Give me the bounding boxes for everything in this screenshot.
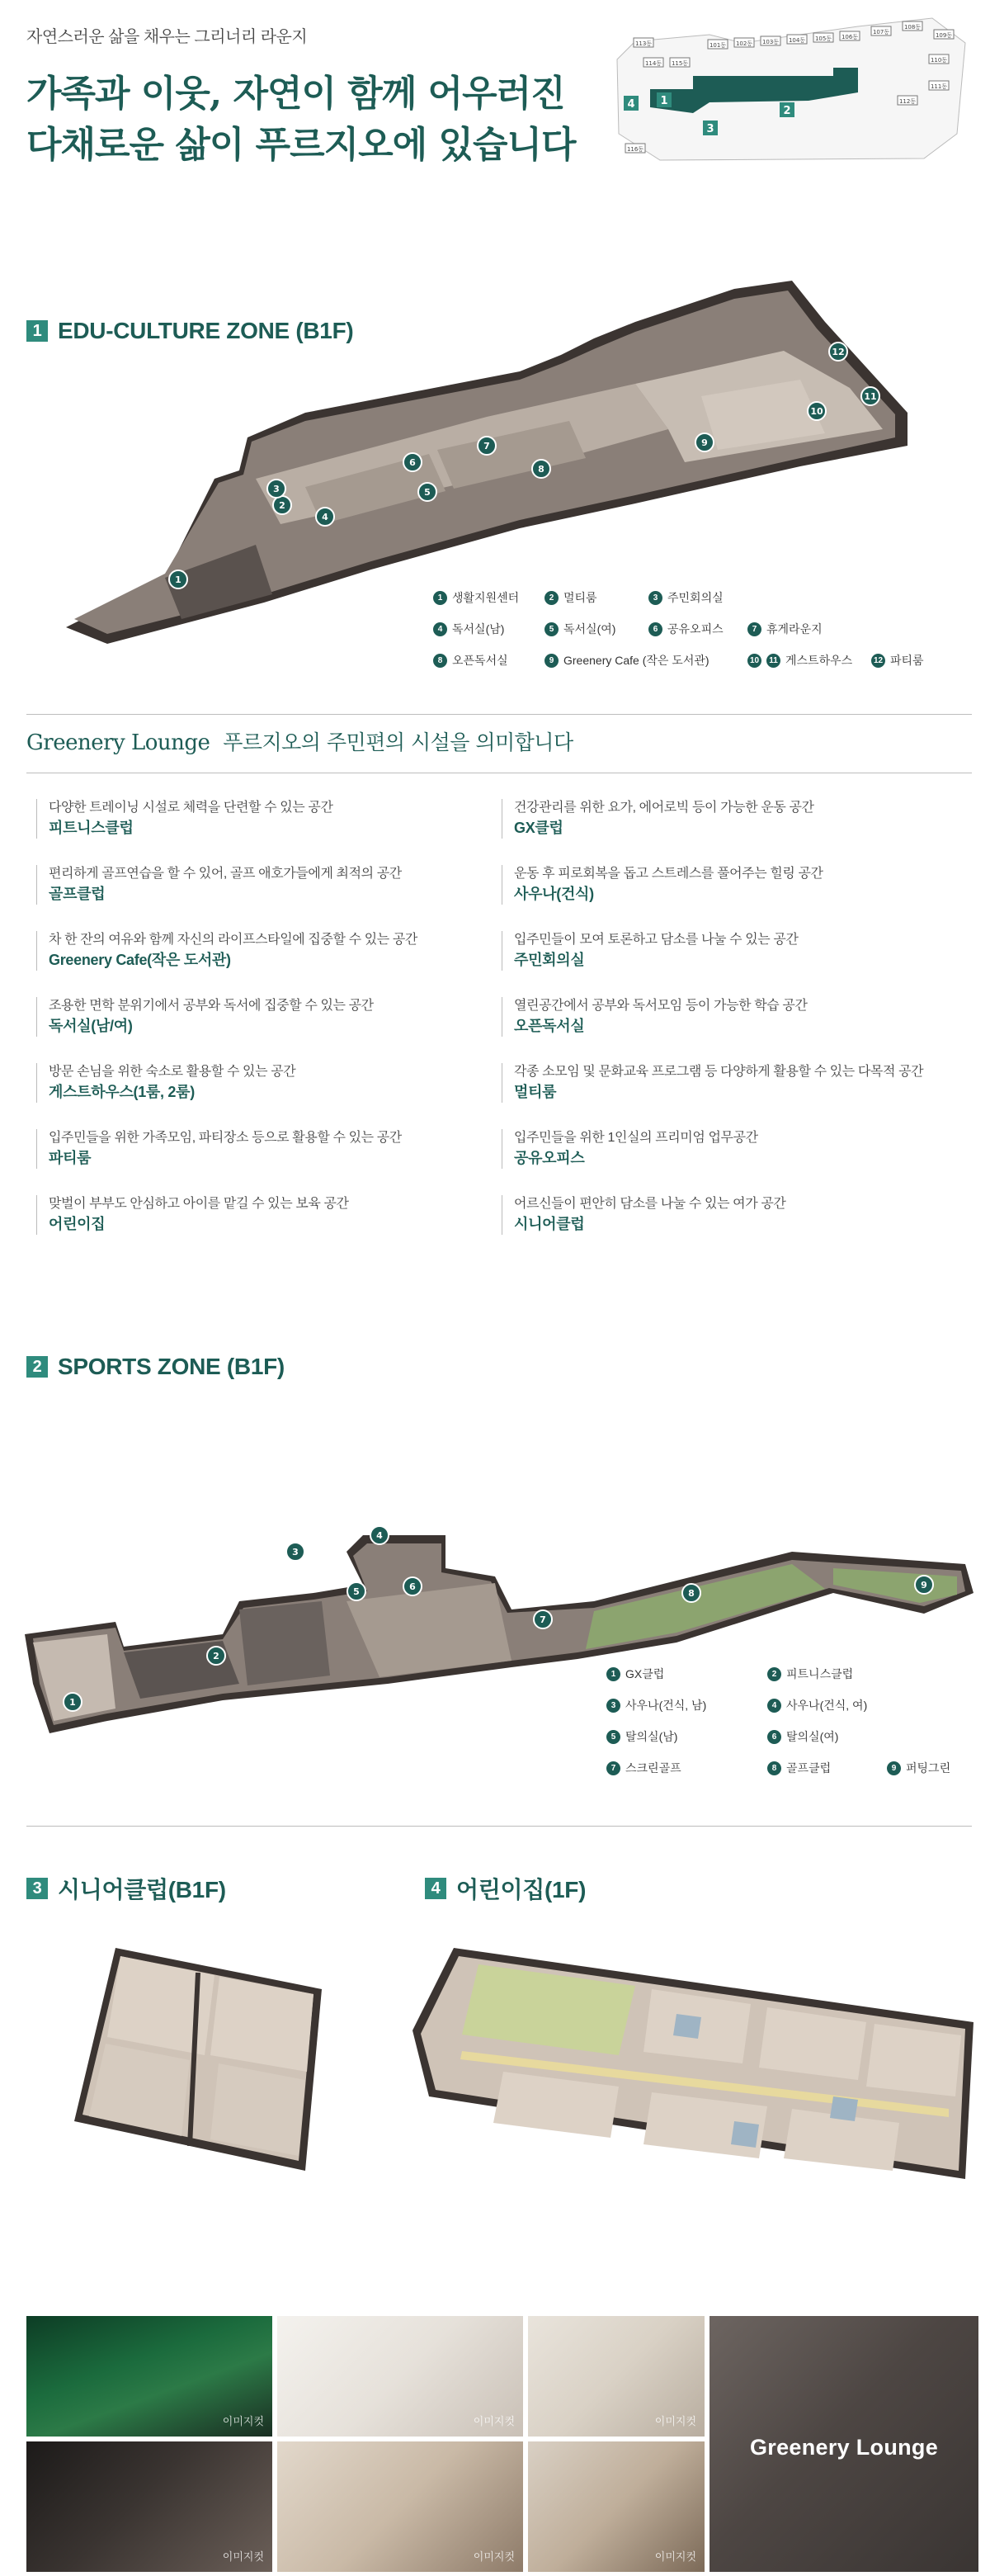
key-map-marker-label: 3 [706,123,714,135]
facility-description: 어르신들이 편안히 담소를 나눌 수 있는 여가 공간 [514,1197,786,1211]
facility-name: GX클럽 [514,820,563,836]
zone4-floorplan [404,1931,974,2187]
gallery-photo-cafe [277,2441,523,2572]
facility-name: 공유오피스 [514,1150,585,1166]
facility-item [502,931,964,971]
key-map-marker-label: 1 [660,95,668,107]
facility-name: 사우나(건식) [514,886,594,902]
key-map-block-label: 104동 [788,37,806,44]
zone3-title-text: 시니어클럽(B1F) [58,1877,226,1902]
key-map-block-label: 107동 [872,29,890,35]
zone1-legend-item: 9 Greenery Cafe (작은 도서관) [544,652,747,669]
zone2-legend-row [606,1760,969,1776]
zone1-legend [433,589,961,683]
zone2-legend-item: 8 골프클럽 [767,1760,887,1776]
zone2-legend-item: 2 피트니스클럽 [767,1666,853,1682]
zone1-marker-label: 4 [322,512,328,522]
facility-name: 멀티룸 [514,1084,557,1100]
image-caption: 이미지컷 [473,2550,515,2563]
zone1-marker-label: 12 [832,347,845,357]
zone1-legend-item: 2 멀티룸 [544,589,648,606]
lounge-heading [26,726,573,756]
image-caption: 이미지컷 [222,2415,264,2427]
image-caption: 이미지컷 [654,2550,696,2563]
facility-description: 다양한 트레이닝 시설로 체력을 단련할 수 있는 공간 [49,801,333,815]
facility-name: 시니어클럽 [514,1216,585,1232]
zone2-title [26,1354,285,1380]
zone2-marker-label: 1 [69,1697,76,1708]
zone2-legend [606,1666,969,1791]
zone1-marker-label: 10 [810,406,823,417]
facility-name: 주민회의실 [514,952,585,968]
zone2-number-badge: 2 [26,1356,48,1378]
key-map-block-label: 110동 [930,57,948,64]
facility-item [502,1129,964,1169]
key-map-block-label: 113동 [634,40,653,47]
zone1-title-text: EDU-CULTURE ZONE (B1F) [58,318,354,343]
page-header [26,23,604,171]
facility-item [36,1195,498,1235]
zone2-legend-row [606,1666,969,1682]
facility-name: 게스트하우스(1룸, 2룸) [49,1084,195,1100]
key-map-block-label: 103동 [761,39,780,45]
zone1-legend-row [433,589,961,606]
zone1-marker-label: 2 [279,500,285,511]
zone2-marker-label: 5 [353,1586,360,1597]
greenery-lounge-banner-label: Greenery Lounge [749,2435,939,2460]
page-title [26,69,604,171]
key-map-block-label: 116동 [626,146,644,153]
zone2-marker-label: 3 [292,1547,299,1557]
zone1-marker-label: 11 [864,391,877,402]
zone3-title [26,1872,226,1905]
zone2-legend-item: 3 사우나(건식, 남) [606,1697,767,1713]
zone3-floorplan [66,1940,330,2179]
zone2-legend-item: 1 GX클럽 [606,1666,767,1682]
zone1-legend-item: 8 오픈독서실 [433,652,544,669]
key-map-block-label: 108동 [903,24,922,31]
facility-name: 오픈독서실 [514,1018,585,1034]
facility-item [502,799,964,839]
zone2-legend-item: 4 사우나(건식, 여) [767,1697,867,1713]
zone1-marker-label: 1 [175,574,182,585]
greenery-lounge-banner [710,2316,978,2572]
facility-item [36,865,498,905]
zone2-legend-row [606,1697,969,1713]
zone2-marker-label: 9 [921,1580,927,1591]
facility-name: 어린이집 [49,1216,106,1232]
facility-description: 각종 소모임 및 문화교육 프로그램 등 다양하게 활용할 수 있는 다목적 공간 [514,1065,924,1079]
zone1-marker-label: 8 [538,464,544,475]
zone2-legend-item: 9 퍼팅그린 [887,1760,950,1776]
zone2-marker-label: 8 [688,1588,695,1599]
facility-name: 골프클럽 [49,886,106,902]
gallery-photo-family [528,2316,705,2437]
key-map-block-label: 109동 [935,32,953,39]
key-map-block-label: 114동 [644,60,662,67]
facility-item [502,1195,964,1235]
zone2-marker-label: 6 [409,1581,416,1592]
zone1-marker-label: 6 [409,457,416,468]
zone1-marker-label: 9 [701,437,708,448]
zone2-legend-item: 6 탈의실(여) [767,1728,838,1745]
page-subtitle: 자연스러운 삶을 채우는 그리너리 라운지 [26,28,308,46]
zone1-legend-item: 6 공유오피스 [648,621,747,637]
gallery-photo-kids [528,2441,705,2572]
facility-description: 차 한 잔의 여유와 함께 자신의 라이프스타일에 집중할 수 있는 공간 [49,933,417,947]
gallery-photo-golf [26,2316,272,2437]
facility-description: 건강관리를 위한 요가, 에어로빅 등이 가능한 운동 공간 [514,801,814,815]
key-map-marker-label: 4 [627,98,635,111]
facility-description: 편리하게 골프연습을 할 수 있어, 골프 애호가들에게 최적의 공간 [49,867,402,881]
zone4-title-text: 어린이집(1F) [456,1877,587,1902]
site-key-map [610,10,974,167]
facility-item [36,799,498,839]
facility-description: 입주민들을 위한 가족모임, 파티장소 등으로 활용할 수 있는 공간 [49,1131,402,1145]
key-map-block-label: 106동 [841,34,859,40]
image-caption: 이미지컷 [654,2415,696,2427]
facility-item [502,1063,964,1103]
facility-item [36,931,498,971]
zone2-marker-label: 7 [540,1614,546,1625]
image-caption: 이미지컷 [473,2415,515,2427]
facility-description: 입주민들이 모여 토론하고 담소를 나눌 수 있는 공간 [514,933,799,947]
zone2-legend-item: 5 탈의실(남) [606,1728,767,1745]
key-map-block-label: 112동 [898,98,917,105]
section-divider [26,714,972,715]
facility-description: 운동 후 피로회복을 돕고 스트레스를 풀어주는 힐링 공간 [514,867,823,881]
key-map-block-label: 101동 [709,42,727,49]
zone1-legend-item: 7 휴게라운지 [747,621,823,637]
facility-name: 피트니스클럽 [49,820,134,836]
zone1-legend-item: 1 생활지원센터 [433,589,544,606]
zone1-marker-label: 7 [483,441,490,451]
section-divider [26,1826,972,1827]
zone2-legend-item: 7 스크린골프 [606,1760,767,1776]
zone1-legend-row [433,652,961,669]
key-map-block-label: 102동 [735,40,753,47]
image-caption: 이미지컷 [222,2550,264,2563]
zone1-legend-row [433,621,961,637]
zone1-legend-item: 12 파티룸 [871,652,924,669]
key-map-block-label: 115동 [671,60,689,67]
zone1-legend-item: 4 독서실(남) [433,621,544,637]
zone2-marker-label: 4 [376,1530,383,1541]
zone4-number-badge: 4 [425,1878,446,1899]
facility-item [502,865,964,905]
zone2-legend-row [606,1728,969,1745]
facility-description: 열린공간에서 공부와 독서모임 등이 가능한 학습 공간 [514,999,808,1013]
zone1-marker-label: 3 [273,484,280,494]
zone2-title-text: SPORTS ZONE (B1F) [58,1354,285,1379]
zone1-legend-item: 3 주민회의실 [648,589,724,606]
facility-description: 방문 손님을 위한 숙소로 활용할 수 있는 공간 [49,1065,296,1079]
facility-description: 맞벌이 부부도 안심하고 아이를 맡길 수 있는 보육 공간 [49,1197,349,1211]
facility-name: 독서실(남/여) [49,1018,133,1034]
lounge-heading-en: Greenery Lounge [26,730,210,755]
facility-description: 입주민들을 위한 1인실의 프리미엄 업무공간 [514,1131,758,1145]
zone1-marker-label: 5 [424,487,431,498]
zone1-number-badge: 1 [26,320,48,342]
facility-name: Greenery Cafe(작은 도서관) [49,952,231,968]
facility-item [36,997,498,1037]
facility-description: 조용한 면학 분위기에서 공부와 독서에 집중할 수 있는 공간 [49,999,374,1013]
facility-name: 파티룸 [49,1150,92,1166]
zone2-marker-label: 2 [213,1651,219,1661]
zone1-legend-item: 10 11 게스트하우스 [747,652,871,669]
key-map-block-label: 105동 [814,35,832,42]
key-map-block-label: 111동 [930,83,948,90]
gallery-photo-reading [277,2316,523,2437]
page-title-line2: 다채로운 삶이 푸르지오에 있습니다 [26,124,576,166]
gallery-photo-fitness [26,2441,272,2572]
zone1-legend-item: 5 독서실(여) [544,621,648,637]
zone4-title [425,1872,586,1905]
key-map-marker-label: 2 [783,105,791,117]
facility-item [36,1129,498,1169]
zone3-number-badge: 3 [26,1878,48,1899]
page-title-line1: 가족과 이웃, 자연이 함께 어우러진 [26,73,565,115]
facility-item [36,1063,498,1103]
facility-item [502,997,964,1037]
lounge-heading-ko: 푸르지오의 주민편의 시설을 의미합니다 [223,730,573,754]
